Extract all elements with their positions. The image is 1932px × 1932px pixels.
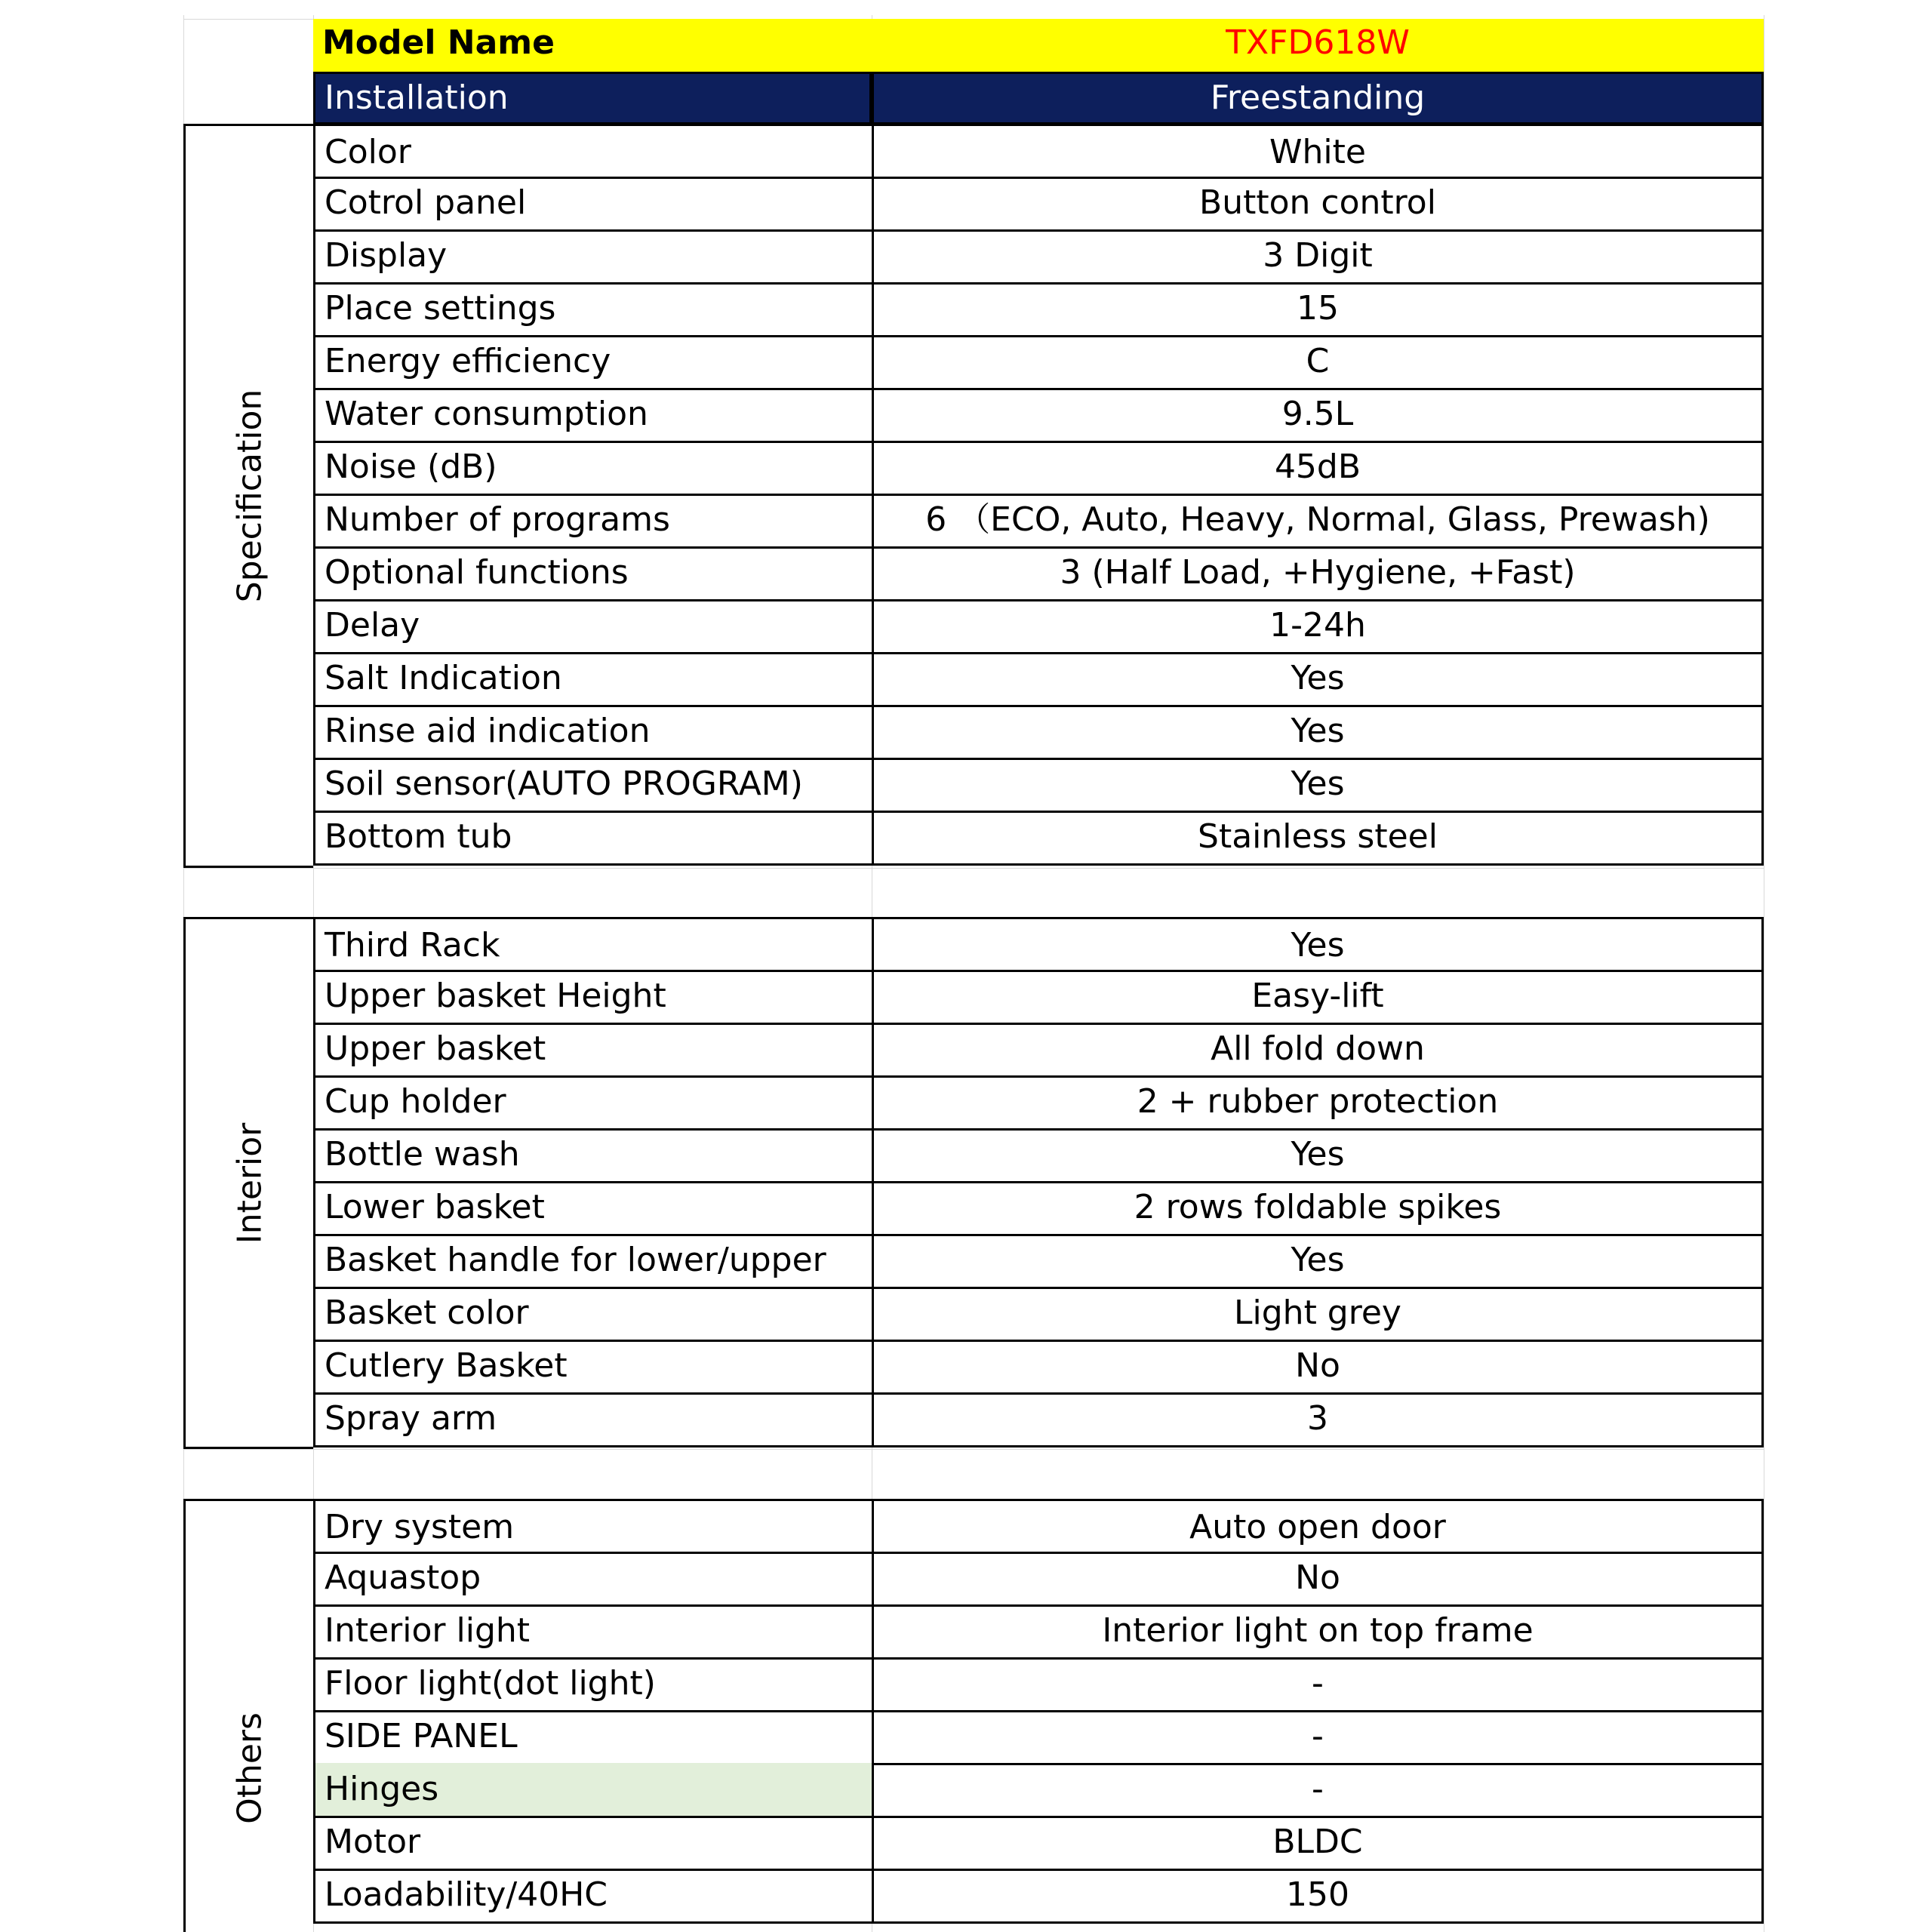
row-label: Dry system: [313, 1499, 872, 1554]
row-value: Easy-lift: [872, 970, 1764, 1025]
row-value: Auto open door: [872, 1499, 1764, 1554]
row-value: Yes: [872, 1128, 1764, 1183]
table-row: [313, 388, 1764, 443]
table-row: [313, 1499, 1764, 1554]
table-row: [313, 1657, 1764, 1712]
row-value: 2 rows foldable spikes: [872, 1181, 1764, 1236]
row-label: Bottom tub: [313, 811, 872, 866]
row-value: No: [872, 1552, 1764, 1607]
row-label: Place settings: [313, 282, 872, 337]
table-row: [313, 177, 1764, 232]
row-label: Interior light: [313, 1604, 872, 1660]
row-value: 1-24h: [872, 599, 1764, 654]
row-label: Lower basket: [313, 1181, 872, 1236]
row-label: Cutlery Basket: [313, 1340, 872, 1395]
row-value: Yes: [872, 917, 1764, 972]
table-row: [313, 970, 1764, 1025]
table-row: [313, 1075, 1764, 1131]
blank-row: [183, 868, 1764, 918]
installation-value: Freestanding: [872, 72, 1764, 125]
installation-row: [313, 72, 1764, 125]
row-label: Upper basket Height: [313, 970, 872, 1025]
model-row: [313, 19, 1764, 72]
row-value: -: [872, 1763, 1764, 1818]
row-label: Delay: [313, 599, 872, 654]
row-label: Optional functions: [313, 546, 872, 601]
model-label: Model Name: [313, 19, 872, 72]
row-label: Cotrol panel: [313, 177, 872, 232]
row-value: Light grey: [872, 1287, 1764, 1342]
row-label: Basket handle for lower/upper: [313, 1234, 872, 1289]
table-row: [313, 1234, 1764, 1289]
row-value: White: [872, 124, 1764, 179]
table-row: [313, 1552, 1764, 1607]
table-row: [313, 917, 1764, 972]
blank-row: [183, 1449, 1764, 1500]
row-label: Display: [313, 229, 872, 285]
row-label: Third Rack: [313, 917, 872, 972]
group-specification: [183, 124, 313, 868]
row-label: Loadability/40HC: [313, 1869, 872, 1924]
table-row: [313, 705, 1764, 760]
table-row: [313, 1181, 1764, 1236]
row-value: 9.5L: [872, 388, 1764, 443]
table-row: [313, 546, 1764, 601]
group-label-others: Others: [230, 1712, 269, 1824]
row-label: Number of programs: [313, 494, 872, 549]
row-value: -: [872, 1710, 1764, 1765]
table-row: [313, 1869, 1764, 1924]
row-value: 3 Digit: [872, 229, 1764, 285]
table-row: [313, 1340, 1764, 1395]
row-value: Interior light on top frame: [872, 1604, 1764, 1660]
row-label: Upper basket: [313, 1023, 872, 1078]
row-label: Hinges: [313, 1763, 872, 1818]
row-value: Stainless steel: [872, 811, 1764, 866]
row-label: Bottle wash: [313, 1128, 872, 1183]
row-value: 3 (Half Load, +Hygiene, +Fast): [872, 546, 1764, 601]
model-value: TXFD618W: [872, 19, 1764, 72]
table-row: [313, 758, 1764, 813]
row-value: All fold down: [872, 1023, 1764, 1078]
row-value: No: [872, 1340, 1764, 1395]
row-value: Yes: [872, 705, 1764, 760]
row-value: Yes: [872, 1234, 1764, 1289]
table-row: [313, 335, 1764, 390]
table-row: [313, 1710, 1764, 1765]
row-label: Soil sensor(AUTO PROGRAM): [313, 758, 872, 813]
table-row: [313, 1287, 1764, 1342]
table-row: [313, 811, 1764, 866]
row-value: 15: [872, 282, 1764, 337]
row-label: Spray arm: [313, 1392, 872, 1447]
row-label: Water consumption: [313, 388, 872, 443]
table-row: [313, 124, 1764, 179]
row-label: Color: [313, 124, 872, 179]
table-row: [313, 229, 1764, 285]
group-interior: [183, 917, 313, 1449]
row-value: C: [872, 335, 1764, 390]
group-others: [183, 1499, 313, 1932]
row-label: Energy efficiency: [313, 335, 872, 390]
table-row: [313, 652, 1764, 707]
row-value: 2 + rubber protection: [872, 1075, 1764, 1131]
table-row: [313, 1128, 1764, 1183]
row-value: Button control: [872, 177, 1764, 232]
row-label: Noise (dB): [313, 441, 872, 496]
table-row: [313, 494, 1764, 549]
corner-cell: [183, 19, 313, 126]
table-row: [313, 1816, 1764, 1871]
row-label: Basket color: [313, 1287, 872, 1342]
table-row: [313, 282, 1764, 337]
row-label: Cup holder: [313, 1075, 872, 1131]
group-label-interior: Interior: [230, 1122, 269, 1244]
row-label: Motor: [313, 1816, 872, 1871]
table-row: [313, 1763, 1764, 1818]
row-label: Floor light(dot light): [313, 1657, 872, 1712]
row-value: Yes: [872, 652, 1764, 707]
row-value: BLDC: [872, 1816, 1764, 1871]
table-row: [313, 1392, 1764, 1447]
table-row: [313, 1023, 1764, 1078]
row-label: Aquastop: [313, 1552, 872, 1607]
table-row: [313, 599, 1764, 654]
row-value: -: [872, 1657, 1764, 1712]
row-value: 45dB: [872, 441, 1764, 496]
installation-label: Installation: [313, 72, 872, 125]
table-row: [313, 441, 1764, 496]
row-value: 3: [872, 1392, 1764, 1447]
row-label: SIDE PANEL: [313, 1710, 872, 1765]
row-value: Yes: [872, 758, 1764, 813]
row-value: 150: [872, 1869, 1764, 1924]
row-label: Rinse aid indication: [313, 705, 872, 760]
row-value: 6 （ECO, Auto, Heavy, Normal, Glass, Prewash): [872, 494, 1764, 549]
group-label-specification: Specification: [230, 389, 269, 603]
table-row: [313, 1604, 1764, 1660]
row-label: Salt Indication: [313, 652, 872, 707]
